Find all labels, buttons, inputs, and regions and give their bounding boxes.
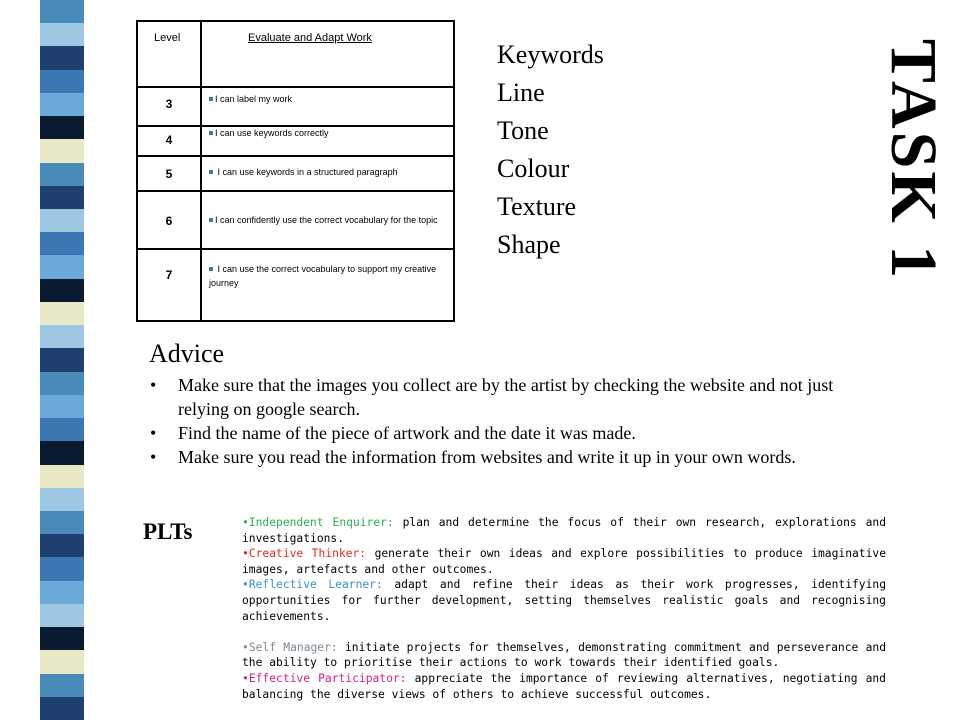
rubric-level-4: 4 (165, 133, 173, 147)
rubric-header-criteria: Evaluate and Adapt Work (248, 32, 372, 44)
stripe-block (40, 116, 84, 140)
stripe-block (40, 348, 84, 372)
stripe-block (40, 0, 84, 24)
plts-text: plan and determine the focus of their own research, explorations and investigations. (242, 516, 886, 545)
plts-item-self-manager: •Self Manager: initiate projects for themselves, demonstrating commitment and perseverance and the ability to prioritise their actions to work towards their identified goals. (242, 640, 886, 670)
stripe-block (40, 325, 84, 349)
rubric-row-divider (138, 190, 453, 192)
bullet-square-icon (209, 267, 213, 271)
stripe-block (40, 186, 84, 210)
rubric-table (136, 20, 455, 322)
advice-heading: Advice (149, 339, 225, 368)
stripe-block (40, 534, 84, 558)
stripe-block (40, 139, 84, 163)
bullet-square-icon (209, 218, 213, 222)
plts-label: Self Manager: (248, 640, 338, 654)
advice-item: • Make sure you read the information from websites and write it up in your own words. (145, 445, 880, 469)
plts-item-effective-participator: •Effective Participator: appreciate the importance of reviewing alternatives, negotiating and balancing the diverse views of others to achieve successful outcomes. (242, 671, 886, 701)
stripe-block (40, 70, 84, 94)
keyword-item: Texture (497, 192, 577, 221)
plts-list (242, 515, 886, 702)
plts-text: generate their own ideas and explore possibilities to produce imaginative images, artefacts and other outcomes. (242, 547, 887, 576)
keyword-item: Shape (497, 230, 561, 259)
plts-label: Effective Participator: (248, 671, 407, 685)
rubric-level-7: 7 (165, 268, 173, 282)
rubric-criterion-4: I can use keywords correctly (209, 126, 449, 140)
stripe-block (40, 93, 84, 117)
keyword-item: Tone (497, 116, 549, 145)
plts-label: Creative Thinker: (248, 547, 367, 561)
rubric-header-level: Level (154, 32, 181, 44)
task-title: TASK 1 (877, 38, 950, 282)
plts-label: Independent Enquirer: (248, 516, 394, 529)
advice-item: • Find the name of the piece of artwork and the date it was made. (145, 421, 880, 445)
stripe-block (40, 627, 84, 651)
plts-item-creative-thinker: •Creative Thinker: generate their own ideas and explore possibilities to produce imaginative images, artefacts and other outcomes. (242, 547, 887, 576)
keywords-list (497, 36, 604, 264)
stripe-block (40, 302, 84, 326)
rubric-criterion-5: I can use keywords in a structured paragraph (209, 165, 449, 179)
stripe-block (40, 511, 84, 535)
bullet-square-icon (209, 97, 213, 101)
advice-item: • Make sure that the images you collect are by the artist by checking the website and not just relying on google search. (145, 373, 880, 421)
stripe-block (40, 697, 84, 720)
advice-list (145, 373, 880, 469)
bullet-square-icon (209, 170, 213, 174)
stripe-block (40, 255, 84, 279)
stripe-block (40, 418, 84, 442)
stripe-block (40, 23, 84, 47)
plts-item-reflective-learner: •Reflective Learner: adapt and refine their ideas as their work progresses, identifying opportunities for further development, setting themselves realistic goals and recognising achievements. (242, 578, 886, 623)
stripe-block (40, 163, 84, 187)
rubric-criterion-6: I can confidently use the correct vocabulary for the topic (209, 213, 449, 227)
rubric-column-divider (200, 22, 202, 320)
stripe-block (40, 557, 84, 581)
stripe-block (40, 604, 84, 628)
rubric-level-3: 3 (165, 97, 173, 111)
rubric-level-6: 6 (165, 214, 173, 228)
plts-text: initiate projects for themselves, demonstrating commitment and perseverance and the ability to prioritise their actions to work towards their identified goals. (242, 640, 886, 670)
stripe-block (40, 650, 84, 674)
plts-text: adapt and refine their ideas as their work progresses, identifying opportunities for further development, setting themselves realistic goals and recognising achievements. (242, 578, 886, 623)
rubric-criterion-3: I can label my work (209, 92, 449, 106)
stripe-block (40, 279, 84, 303)
plts-label: Reflective Learner: (248, 578, 383, 592)
rubric-row-divider (138, 155, 453, 157)
stripe-block (40, 581, 84, 605)
rubric-level-5: 5 (165, 167, 173, 181)
stripe-block (40, 674, 84, 698)
rubric-row-divider (138, 248, 453, 250)
plts-heading: PLTs (143, 519, 193, 544)
stripe-block (40, 372, 84, 396)
stripe-shadow-edge (84, 0, 106, 720)
plts-spacer (242, 624, 886, 640)
stripe-block (40, 465, 84, 489)
stripe-block (40, 395, 84, 419)
bullet-square-icon (209, 131, 213, 135)
decorative-stripe (40, 0, 84, 720)
plts-text: appreciate the importance of reviewing alternatives, negotiating and balancing the diverse views of others to achieve successful outcomes. (242, 671, 886, 701)
stripe-block (40, 488, 84, 512)
plts-item-independent-enquirer: •Independent Enquirer: plan and determine the focus of their own research, explorations and investigations. (242, 516, 886, 545)
stripe-block (40, 46, 84, 70)
rubric-row-divider (138, 86, 453, 88)
stripe-block (40, 209, 84, 233)
stripe-block (40, 232, 84, 256)
stripe-block (40, 441, 84, 465)
rubric-criterion-7: I can use the correct vocabulary to support my creative journey (209, 264, 437, 288)
keyword-item: Colour (497, 154, 570, 183)
keyword-item: Line (497, 78, 545, 107)
keywords-heading: Keywords (497, 40, 604, 69)
